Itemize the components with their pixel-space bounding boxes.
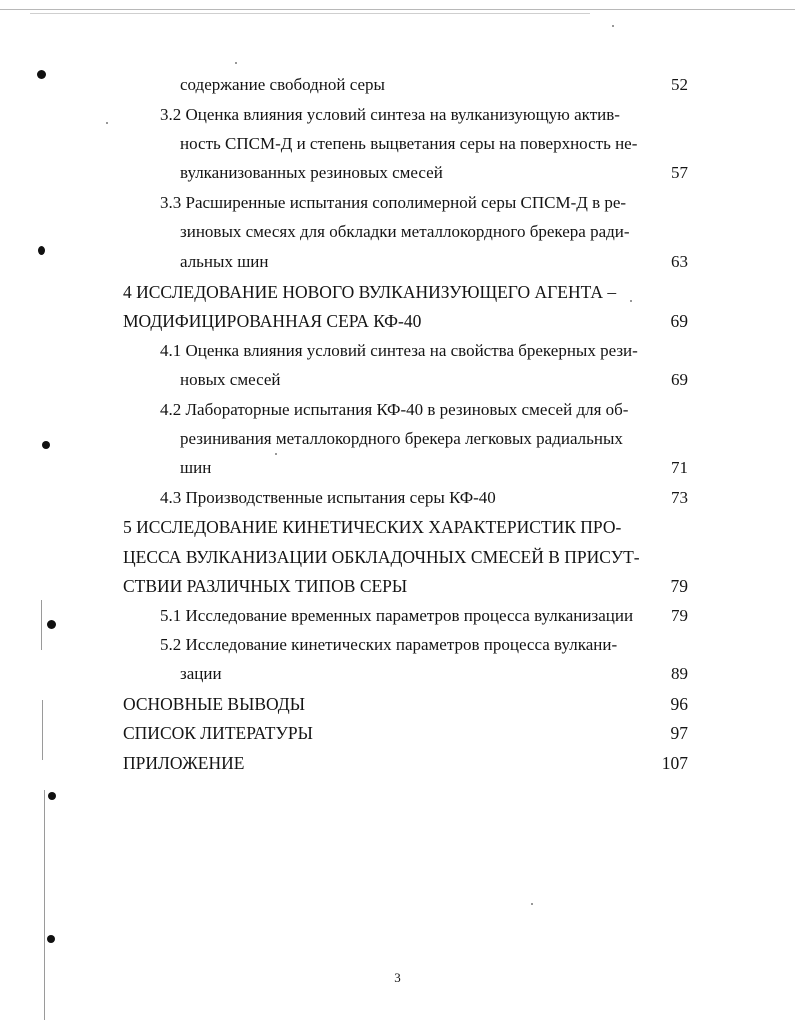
toc-entry-text: МОДИФИЦИРОВАННАЯ СЕРА КФ-40 (123, 311, 422, 331)
toc-entry-text: вулканизованных резиновых смесей (180, 163, 443, 182)
toc-entry-text: зиновых смесях для обкладки металлокордного брекера ради- (180, 222, 630, 241)
punch-hole-mark (47, 935, 55, 943)
punch-hole-mark (48, 792, 56, 800)
toc-entry-text: 4.3 Производственные испытания серы КФ-40 (160, 488, 496, 507)
scan-speck (235, 62, 237, 64)
toc-entry-page: 97 (670, 723, 688, 743)
toc-entry (0, 425, 795, 453)
toc-entry-text: СПИСОК ЛИТЕРАТУРЫ (123, 723, 313, 743)
toc-entry-text: 4.2 Лабораторные испытания КФ-40 в резиновых смесей для об- (160, 400, 629, 419)
toc-entry (0, 71, 795, 99)
toc-entry-page: 71 (671, 458, 688, 477)
toc-entry-page: 69 (670, 311, 688, 331)
scan-top-line-2 (30, 13, 590, 14)
toc-entry-page: 63 (671, 252, 688, 271)
toc-entry-page: 57 (671, 163, 688, 182)
toc-chapter (0, 278, 795, 306)
toc-entry (0, 130, 795, 158)
toc-entry-page: 73 (671, 488, 688, 507)
toc-entry (0, 159, 795, 187)
toc-entry (0, 454, 795, 482)
toc-chapter (0, 307, 795, 335)
toc-chapter (0, 719, 795, 747)
toc-entry-page: 96 (670, 694, 688, 714)
toc-entry-text: ОСНОВНЫЕ ВЫВОДЫ (123, 694, 306, 714)
toc-entry-page: 79 (670, 576, 688, 596)
toc-entry-text: ПРИЛОЖЕНИЕ (123, 753, 245, 773)
toc-entry-text: содержание свободной серы (180, 75, 385, 94)
toc-entry (0, 337, 795, 365)
toc-entry-text: шин (180, 458, 212, 477)
toc-chapter (0, 749, 795, 777)
toc-entry (0, 484, 795, 512)
toc-entry-text: 4.1 Оценка влияния условий синтеза на свойства брекерных рези- (160, 341, 638, 360)
toc-entry-text: 3.3 Расширенные испытания сополимерной серы СПСМ-Д в ре- (160, 193, 627, 212)
toc-entry-text: 5.1 Исследование временных параметров процесса вулканизации (160, 606, 634, 625)
toc-entry-text: 3.2 Оценка влияния условий синтеза на вулканизующую актив- (160, 105, 620, 124)
toc-entry-page: 79 (671, 606, 688, 625)
toc-entry (0, 218, 795, 246)
toc-chapter (0, 572, 795, 600)
toc-entry (0, 366, 795, 394)
toc-entry (0, 248, 795, 276)
toc-entry (0, 101, 795, 129)
toc-entry (0, 602, 795, 630)
page-number: 3 (394, 970, 401, 985)
toc-entry-text: 5 ИССЛЕДОВАНИЕ КИНЕТИЧЕСКИХ ХАРАКТЕРИСТИК ПРО- (123, 517, 622, 537)
scan-speck (531, 903, 533, 905)
toc-entry (0, 189, 795, 217)
toc-entry-text: ЦЕССА ВУЛКАНИЗАЦИИ ОБКЛАДОЧНЫХ СМЕСЕЙ В ПРИСУТ- (123, 547, 640, 567)
toc-chapter (0, 513, 795, 541)
toc-entry (0, 631, 795, 659)
toc-entry-text: СТВИИ РАЗЛИЧНЫХ ТИПОВ СЕРЫ (123, 576, 408, 596)
toc-entry-text: ность СПСМ-Д и степень выцветания серы на поверхность не- (180, 134, 638, 153)
toc-entry-text: резинивания металлокордного брекера легковых радиальных (180, 429, 623, 448)
toc-entry-text: новых смесей (180, 370, 281, 389)
toc-chapter (0, 690, 795, 718)
toc-entry-text: 4 ИССЛЕДОВАНИЕ НОВОГО ВУЛКАНИЗУЮЩЕГО АГЕНТА – (123, 282, 617, 302)
toc-entry (0, 660, 795, 688)
toc-entry-text: зации (180, 664, 222, 683)
toc-entry-page: 52 (671, 75, 688, 94)
toc-entry-page: 89 (671, 664, 688, 683)
scan-top-line (0, 9, 795, 10)
toc-chapter (0, 543, 795, 571)
toc-entry-page: 107 (661, 753, 688, 773)
toc-entry-page: 69 (671, 370, 688, 389)
toc-entry-text: 5.2 Исследование кинетических параметров процесса вулкани- (160, 635, 618, 654)
toc-entry (0, 396, 795, 424)
toc-entry-text: альных шин (180, 252, 269, 271)
scan-speck (612, 25, 614, 27)
